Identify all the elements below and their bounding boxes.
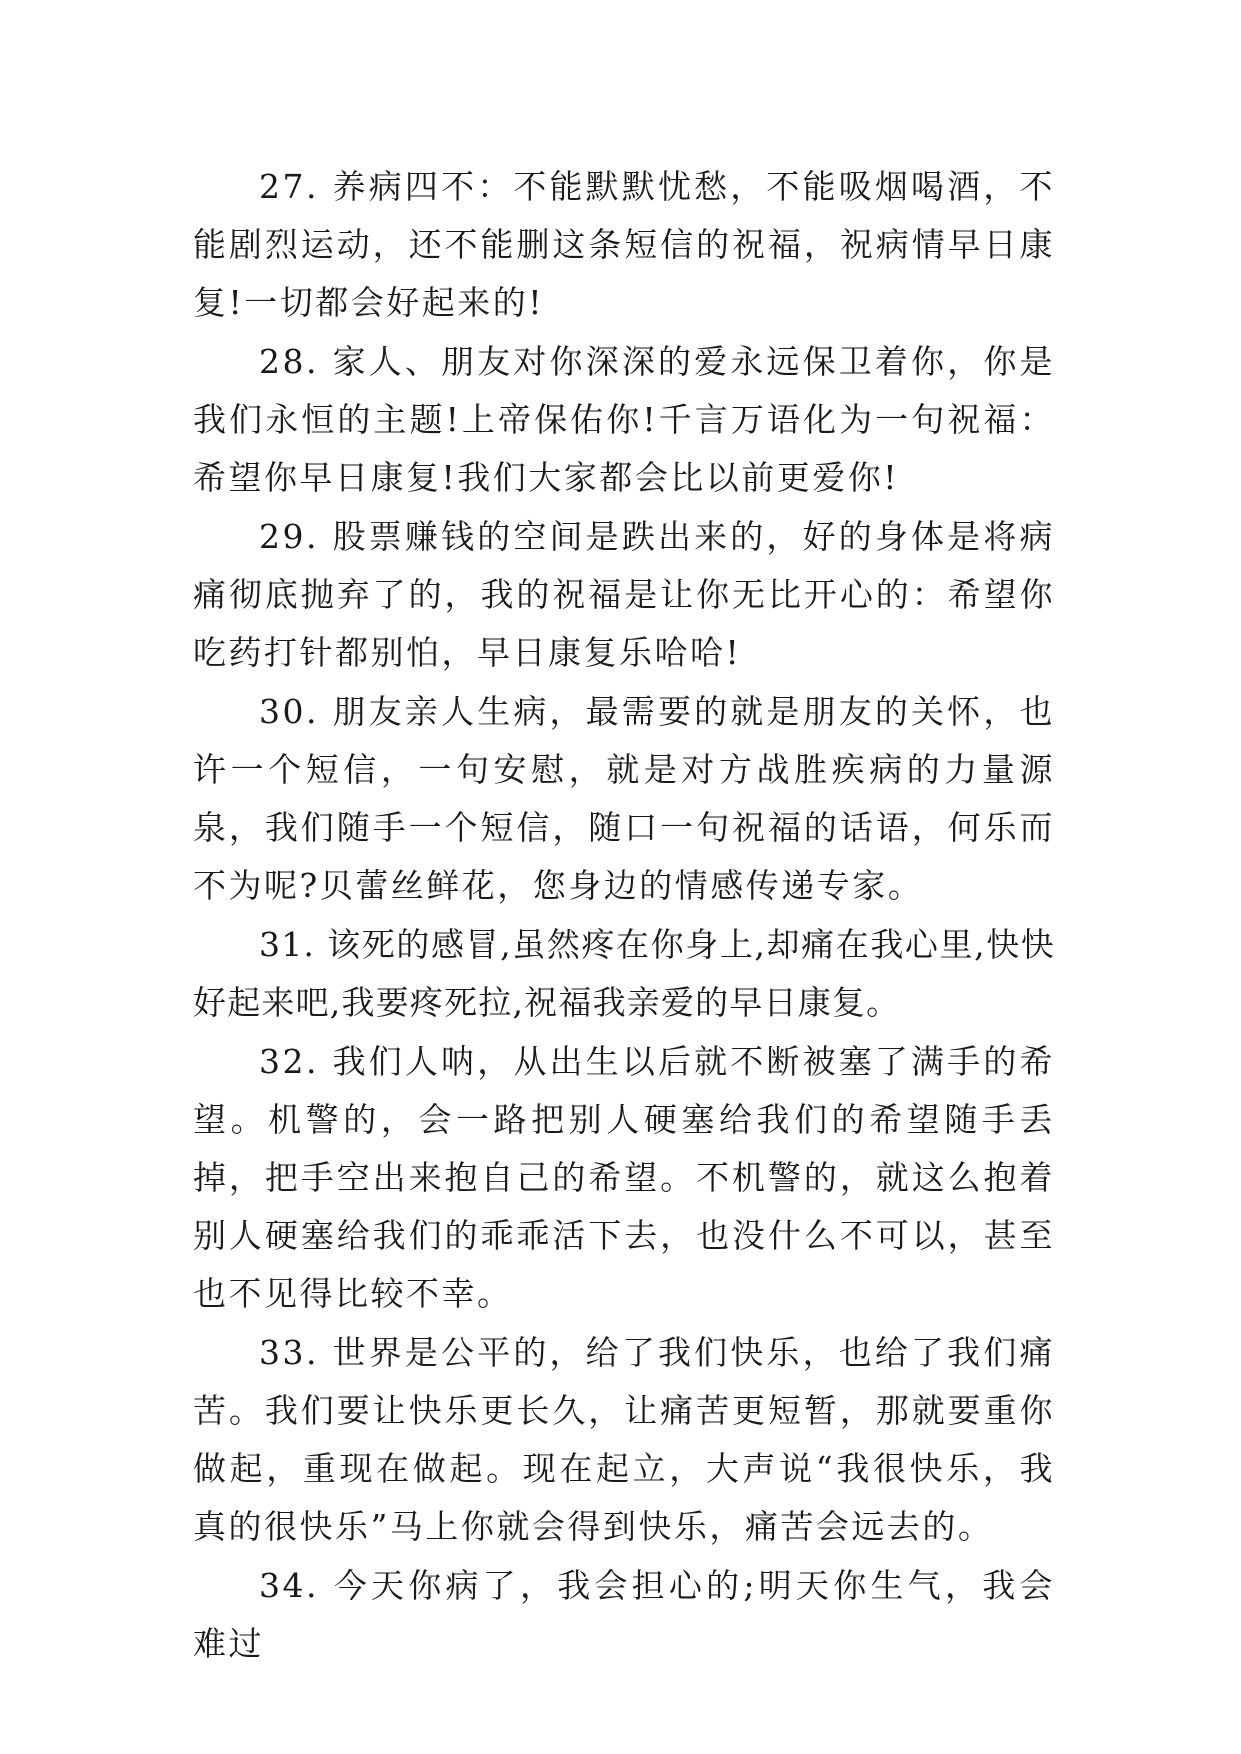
document-body [193, 158, 1055, 1674]
paragraph-33: 33. 世界是公平的，给了我们快乐，也给了我们痛苦。我们要让快乐更长久，让痛苦更短暂，那就要重你做起，重现在做起。现在起立，大声说“我很快乐，我真的很快乐”马上你就会得到快乐，痛苦会远去的。 [193, 1333, 1055, 1546]
paragraph-30: 30. 朋友亲人生病，最需要的就是朋友的关怀，也许一个短信，一句安慰，就是对方战胜疾病的力量源泉，我们随手一个短信，随口一句祝福的话语，何乐而不为呢?贝蕾丝鲜花，您身边的情感传递专家。 [193, 692, 1055, 905]
paragraph-28: 28. 家人、朋友对你深深的爱永远保卫着你，你是我们永恒的主题!上帝保佑你!千言万语化为一句祝福：希望你早日康复!我们大家都会比以前更爱你! [193, 342, 1055, 497]
paragraph-29: 29. 股票赚钱的空间是跌出来的，好的身体是将病痛彻底抛弃了的，我的祝福是让你无比开心的：希望你吃药打针都别怕，早日康复乐哈哈! [193, 517, 1055, 672]
paragraph-32: 32. 我们人呐，从出生以后就不断被塞了满手的希望。机警的，会一路把别人硬塞给我们的希望随手丢掉，把手空出来抱自己的希望。不机警的，就这么抱着别人硬塞给我们的乖乖活下去，也没什么不可以，甚至也不见得比较不幸。 [193, 1042, 1055, 1313]
paragraph-34: 34. 今天你病了，我会担心的;明天你生气，我会难过 [193, 1566, 1055, 1663]
paragraph-27: 27. 养病四不：不能默默忧愁，不能吸烟喝酒，不能剧烈运动，还不能删这条短信的祝福，祝病情早日康复!一切都会好起来的! [193, 167, 1055, 322]
paragraph-31: 31. 该死的感冒,虽然疼在你身上,却痛在我心里,快快好起来吧,我要疼死拉,祝福我亲爱的早日康复。 [193, 925, 1055, 1022]
